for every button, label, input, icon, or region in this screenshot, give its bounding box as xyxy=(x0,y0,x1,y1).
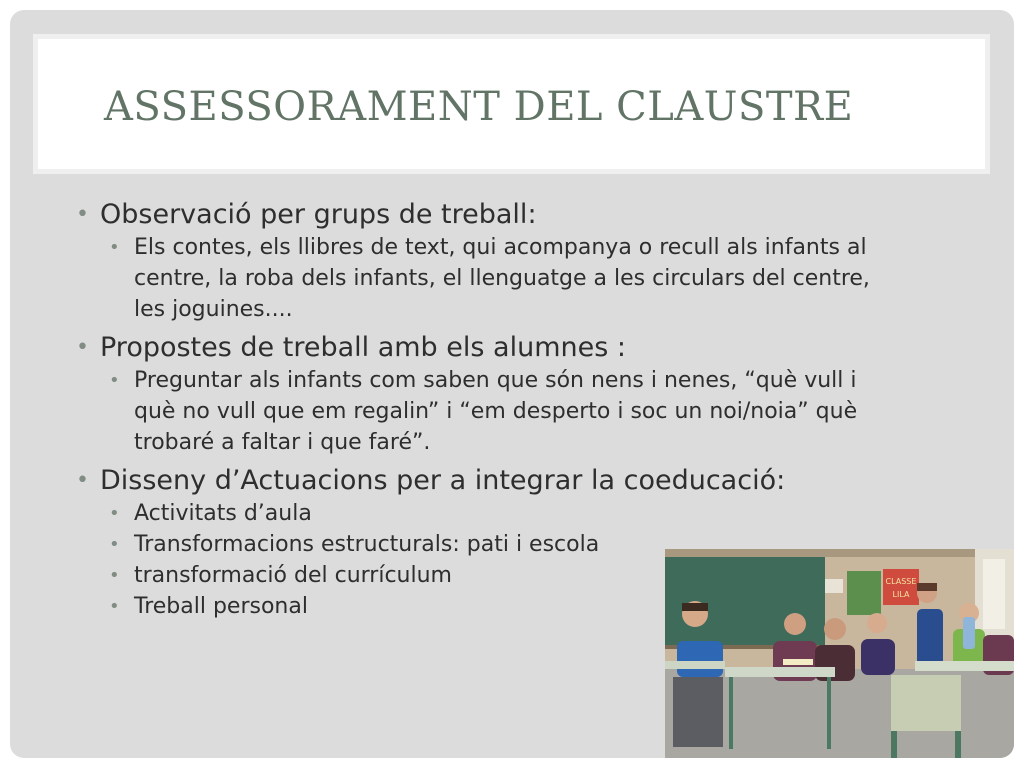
bullet-icon: • xyxy=(109,237,120,258)
section-heading xyxy=(72,198,972,232)
sub-point xyxy=(72,498,904,529)
slide xyxy=(10,10,1014,758)
sub-point-text: Transformacions estructurals: pati i escola xyxy=(134,532,600,557)
section-heading-text: Disseny d’Actuacions per a integrar la coeducació: xyxy=(100,465,786,496)
sub-point-text: Preguntar als infants com saben que són nens i nenes, “què vull i què no vull que em regalin” i “em desperto i soc un noi/noia” què trobaré a faltar i que faré”. xyxy=(134,368,858,455)
bullet-icon: • xyxy=(109,370,120,391)
bullet-icon: • xyxy=(76,468,89,493)
classroom-sign xyxy=(883,569,919,605)
section-heading xyxy=(72,464,972,498)
sub-point xyxy=(72,365,904,458)
svg-text:CLASSE: CLASSE xyxy=(885,577,917,586)
bullet-icon: • xyxy=(109,503,120,524)
svg-text:LILA: LILA xyxy=(892,590,910,599)
bullet-icon: • xyxy=(76,202,89,227)
classroom-photo xyxy=(665,549,1014,758)
sub-point xyxy=(72,232,904,325)
sub-point-text: Activitats d’aula xyxy=(134,501,312,526)
bullet-icon: • xyxy=(109,596,120,617)
sub-point-text: transformació del currículum xyxy=(134,563,452,588)
title-box xyxy=(33,34,990,174)
section-heading xyxy=(72,331,972,365)
slide-title: ASSESSORAMENT DEL CLAUSTRE xyxy=(104,84,854,130)
bullet-icon: • xyxy=(109,565,120,586)
sub-point-text: Els contes, els llibres de text, qui acompanya o recull als infants al centre, la roba dels infants, el llenguatge a les circulars del centre, les joguines.... xyxy=(134,235,870,322)
section-heading-text: Observació per grups de treball: xyxy=(100,199,537,230)
section-heading-text: Propostes de treball amb els alumnes : xyxy=(100,332,626,363)
bullet-icon: • xyxy=(76,335,89,360)
bullet-icon: • xyxy=(109,534,120,555)
sub-point-text: Treball personal xyxy=(134,594,308,619)
